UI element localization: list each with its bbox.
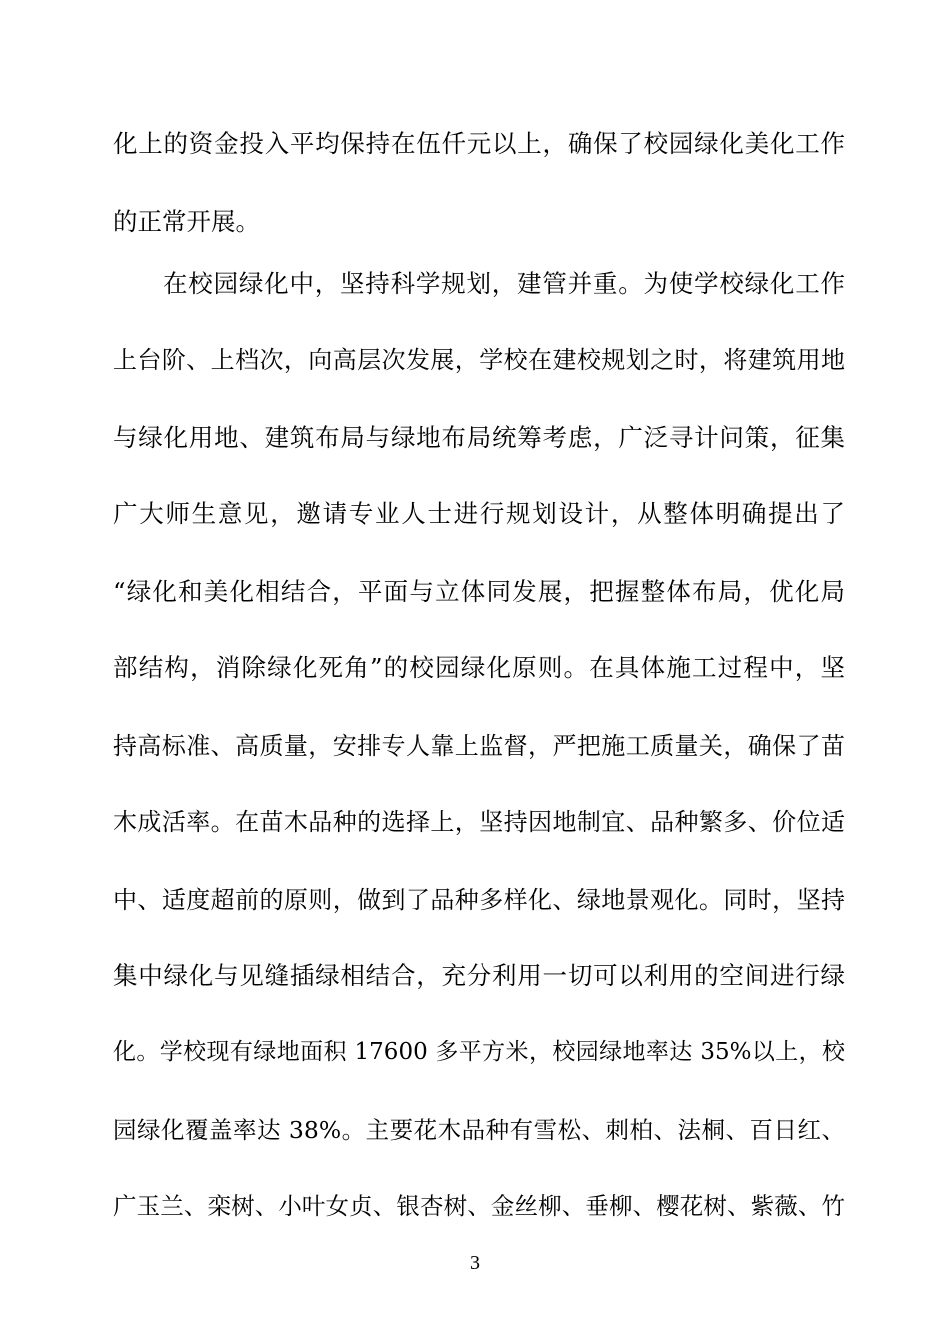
text-line-13: 化。学校现有绿地面积 17600 多平方米，校园绿地率达 35%以上，校 [113, 1039, 845, 1065]
page-number: 3 [470, 1252, 480, 1274]
text-line-2: 的正常开展。 [113, 207, 260, 236]
text-line-14: 园绿化覆盖率达 38%。主要花木品种有雪松、刺柏、法桐、百日红、 [113, 1116, 845, 1144]
text-line-9: 持高标准、高质量，安排专人靠上监督，严把施工质量关，确保了苗 [113, 732, 845, 760]
text-line-12: 集中绿化与见缝插绿相结合，充分利用一切可以利用的空间进行绿 [113, 961, 845, 990]
text-line-11: 中、适度超前的原则，做到了品种多样化、绿地景观化。同时，坚持 [113, 886, 845, 914]
text-line-5: 与绿化用地、建筑布局与绿地布局统筹考虑，广泛寻计问策，征集 [113, 423, 845, 452]
text-line-6: 广大师生意见，邀请专业人士进行规划设计，从整体明确提出了 [113, 499, 845, 528]
text-line-15: 广玉兰、栾树、小叶女贞、银杏树、金丝柳、垂柳、樱花树、紫薇、竹 [113, 1192, 845, 1220]
text-line-7: “绿化和美化相结合，平面与立体同发展，把握整体布局，优化局 [113, 577, 845, 606]
text-line-4: 上台阶、上档次，向高层次发展，学校在建校规划之时，将建筑用地 [113, 346, 845, 374]
text-line-1: 化上的资金投入平均保持在伍仟元以上，确保了校园绿化美化工作 [113, 129, 845, 158]
text-line-3: 在校园绿化中，坚持科学规划，建管并重。为使学校绿化工作 [163, 269, 845, 298]
text-line-8: 部结构，消除绿化死角”的校园绿化原则。在具体施工过程中，坚 [113, 653, 845, 682]
text-line-10: 木成活率。在苗木品种的选择上，坚持因地制宜、品种繁多、价位适 [113, 808, 845, 836]
